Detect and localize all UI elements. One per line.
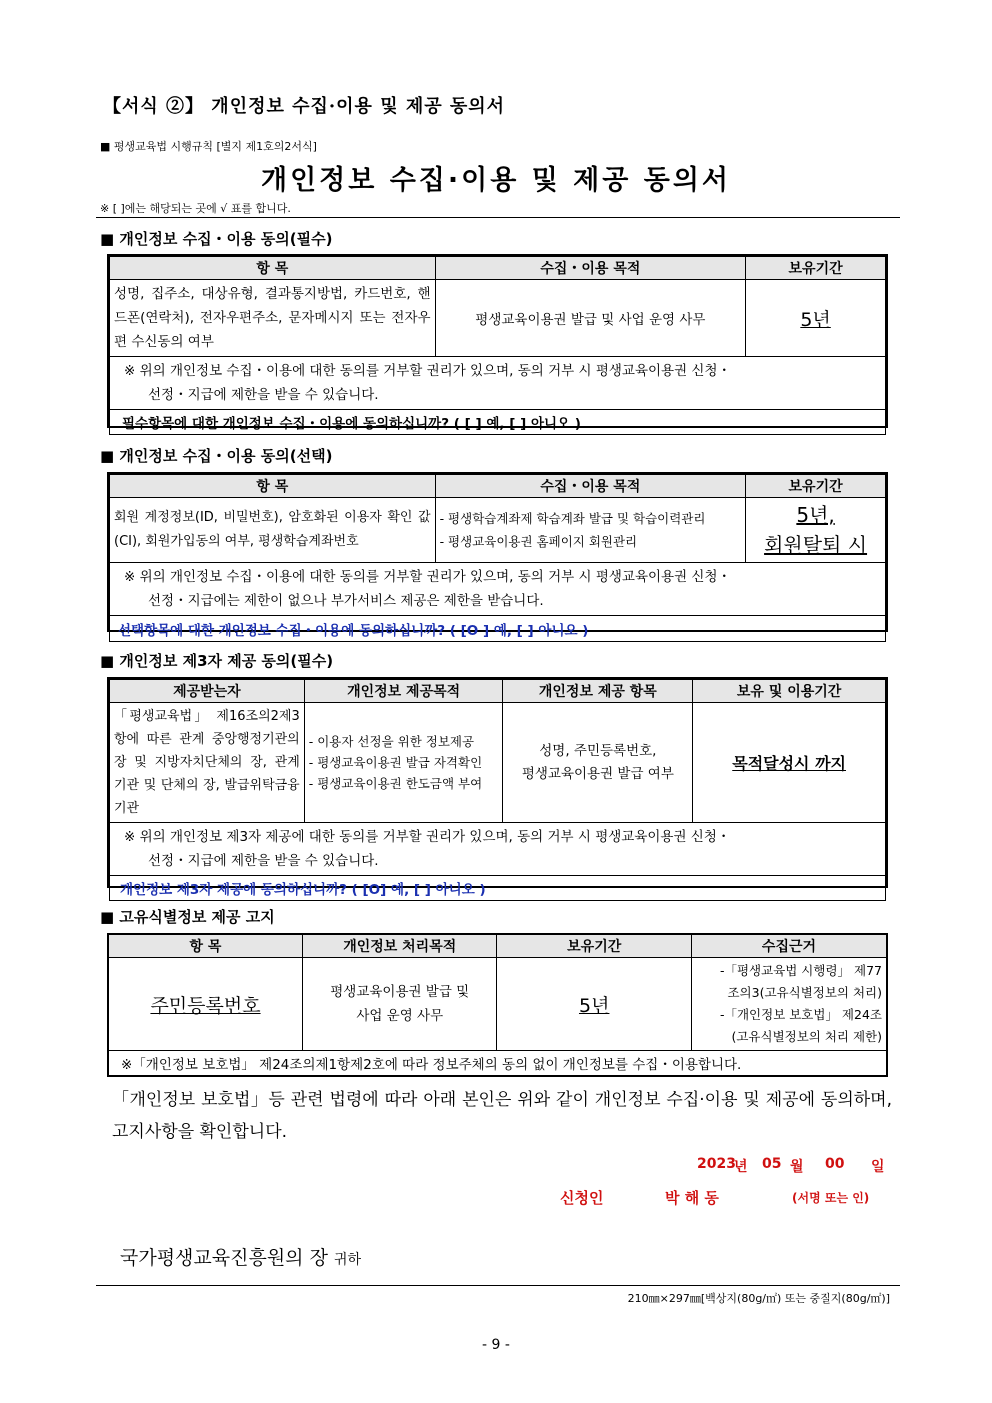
notice: ※ 위의 개인정보 수집・이용에 대한 동의를 거부할 권리가 있으며, 동의 거부 시 평생교육이용권 신청・ 선정・지급에 제한을 받을 수 있습니다. bbox=[110, 357, 886, 410]
notice: ※ 위의 개인정보 수집・이용에 대한 동의를 거부할 권리가 있으며, 동의 거부 시 평생교육이용권 신청・ 선정・지급에는 제한이 없으나 부가서비스 제공은 제한을 받습니다. bbox=[110, 563, 886, 616]
col-item: 항 목 bbox=[108, 934, 303, 958]
col-recipient: 제공받는자 bbox=[110, 680, 305, 703]
signature-note: (서명 또는 인) bbox=[792, 1191, 870, 1205]
section3-heading: ■ 개인정보 제3자 제공 동의(필수) bbox=[100, 652, 334, 670]
section3-table bbox=[109, 679, 886, 901]
section4-heading: ■ 고유식별정보 제공 고지 bbox=[100, 908, 275, 926]
col-item: 항 목 bbox=[110, 475, 436, 498]
applicant-name[interactable]: 박 해 동 bbox=[665, 1189, 719, 1207]
section1-frame bbox=[107, 254, 888, 432]
col-basis: 수집근거 bbox=[691, 934, 887, 958]
date-year[interactable]: 2023 bbox=[697, 1156, 736, 1172]
page-number: - 9 - bbox=[482, 1337, 510, 1353]
date-day[interactable]: 00 bbox=[825, 1156, 845, 1172]
retention-cell: 5년 bbox=[746, 280, 886, 357]
period-cell: 목적달성시 까지 bbox=[693, 703, 886, 823]
consent-question[interactable]: 필수항목에 대한 개인정보 수집・이용에 동의하십니까? ( [ ] 예, [ ] 아니오 ) bbox=[110, 410, 886, 435]
consent-question[interactable]: 개인정보 제3자 제공에 동의하십니까? ( [O] 예, [ ] 아니오 ) bbox=[110, 876, 886, 901]
check-note: ※ [ ]에는 해당되는 곳에 √ 표를 합니다. bbox=[100, 202, 291, 215]
section1-table bbox=[109, 256, 886, 435]
col-purpose: 수집・이용 목적 bbox=[435, 257, 746, 280]
page-title: 개인정보 수집·이용 및 제공 동의서 bbox=[260, 165, 731, 196]
section2-heading: ■ 개인정보 수집・이용 동의(선택) bbox=[100, 447, 333, 465]
col-item: 항 목 bbox=[110, 257, 436, 280]
year-label: 년 bbox=[734, 1159, 748, 1175]
month-label: 월 bbox=[790, 1159, 804, 1175]
notice: ※「개인정보 보호법」 제24조의제1항제2호에 따라 정보주체의 동의 없이 개인정보를 수집・이용합니다. bbox=[108, 1051, 887, 1077]
col-purpose: 개인정보 처리목적 bbox=[303, 934, 497, 958]
consent-statement: 「개인정보 보호법」등 관련 법령에 따라 아래 본인은 위와 같이 개인정보 수집·이용 및 제공에 동의하며, 고지사항을 확인합니다. bbox=[112, 1090, 892, 1142]
day-label: 일 bbox=[871, 1159, 885, 1175]
notice: ※ 위의 개인정보 제3자 제공에 대한 동의를 거부할 권리가 있으며, 동의 거부 시 평생교육이용권 신청・ 선정・지급에 제한을 받을 수 있습니다. bbox=[110, 823, 886, 876]
col-retention: 보유기간 bbox=[746, 475, 886, 498]
purpose-cell: - 이용자 선정을 위한 정보제공 - 평생교육이용권 발급 자격확인 - 평생교육이용권 한도금액 부여 bbox=[304, 703, 503, 823]
retention-cell: 5년 bbox=[497, 958, 691, 1051]
item-cell: 성명, 집주소, 대상유형, 결과통지방법, 카드번호, 핸드폰(연락처), 전자우편주소, 문자메시지 또는 전자우편 수신동의 여부 bbox=[110, 280, 436, 357]
section4-table bbox=[107, 933, 888, 1077]
divider bbox=[96, 1285, 900, 1286]
section2-frame bbox=[107, 472, 888, 639]
paper-spec: 210㎜×297㎜[백상지(80g/㎡) 또는 중질지(80g/㎡)] bbox=[627, 1292, 890, 1305]
item-cell: 회원 계정정보(ID, 비밀번호), 암호화된 이용자 확인 값(CI), 회원가입동의 여부, 평생학습계좌번호 bbox=[110, 498, 436, 563]
form-label: 【서식 ②】 개인정보 수집·이용 및 제공 동의서 bbox=[103, 96, 506, 117]
date-month[interactable]: 05 bbox=[762, 1156, 782, 1172]
section3-frame bbox=[107, 677, 888, 898]
basis-cell: -「평생교육법 시행령」 제77 조의3(고유식별정보의 처리) -「개인정보 보호법」 제24조 (고유식별정보의 처리 제한) bbox=[691, 958, 887, 1051]
applicant-label: 신청인 bbox=[560, 1189, 604, 1207]
recipient-cell: 「평생교육법」 제16조의2제3항에 따른 관계 중앙행정기관의 장 및 지방자치단체의 장, 관계 기관 및 단체의 장, 발급위탁금융기관 bbox=[110, 703, 305, 823]
item-cell: 주민등록번호 bbox=[108, 958, 303, 1051]
purpose-cell: 평생교육이용권 발급 및 사업 운영 사무 bbox=[303, 958, 497, 1051]
col-retention: 보유기간 bbox=[746, 257, 886, 280]
col-provided-items: 개인정보 제공 항목 bbox=[503, 680, 693, 703]
consent-question[interactable]: 선택항목에 대한 개인정보 수집・이용에 동의하십니까? ( [O ] 예, [ ] 아니오 ) bbox=[110, 616, 886, 642]
retention-cell: 5년, 회원탈퇴 시 bbox=[746, 498, 886, 563]
divider bbox=[96, 217, 900, 218]
law-reference: ■ 평생교육법 시행규칙 [별지 제1호의2서식] bbox=[100, 140, 317, 153]
provided-items-cell: 성명, 주민등록번호, 평생교육이용권 발급 여부 bbox=[503, 703, 693, 823]
col-retention: 보유기간 bbox=[497, 934, 691, 958]
col-purpose: 개인정보 제공목적 bbox=[304, 680, 503, 703]
purpose-cell: 평생교육이용권 발급 및 사업 운영 사무 bbox=[435, 280, 746, 357]
purpose-cell: - 평생학습계좌제 학습계좌 발급 및 학습이력관리 - 평생교육이용권 홈페이지 회원관리 bbox=[435, 498, 746, 563]
section1-heading: ■ 개인정보 수집・이용 동의(필수) bbox=[100, 230, 333, 248]
col-period: 보유 및 이용기간 bbox=[693, 680, 886, 703]
section2-table bbox=[109, 474, 886, 642]
recipient: 국가평생교육진흥원의 장 귀하 bbox=[120, 1247, 362, 1269]
col-purpose: 수집・이용 목적 bbox=[435, 475, 746, 498]
